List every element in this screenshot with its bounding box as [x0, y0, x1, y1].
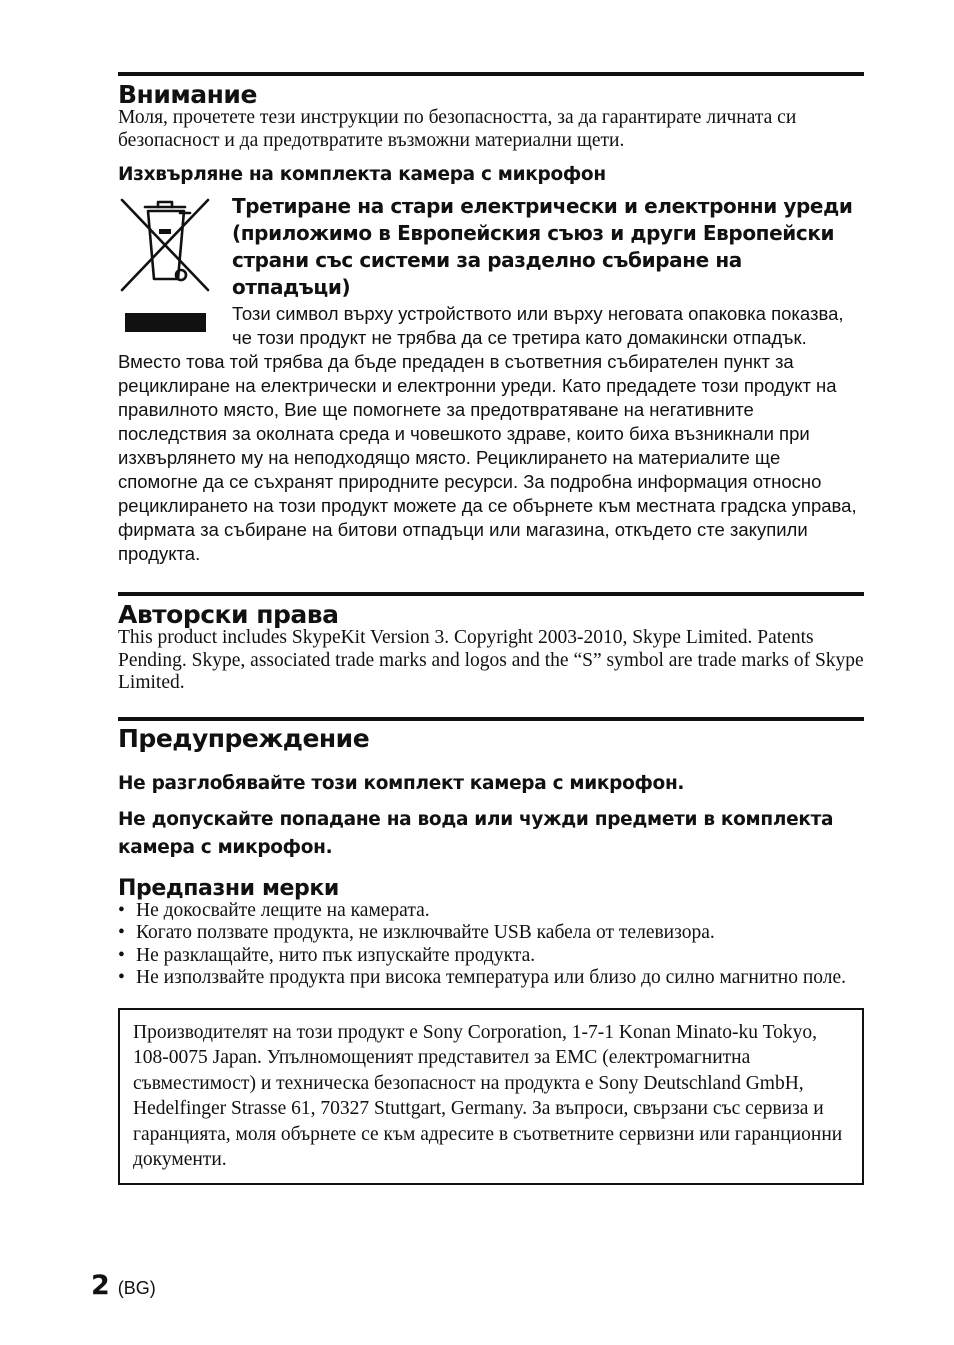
bullet: •: [118, 944, 125, 966]
list-item: [118, 900, 864, 923]
list-item: [118, 922, 864, 945]
caution-section: [118, 717, 864, 990]
copyright-text: This product includes SkypeKit Version 3. Copyright 2003-2010, Skype Limited. Patents Pending. Skype, associated trade marks and logos and the “S” symbol are trade marks of Skype Limited.: [118, 627, 864, 693]
page-content: [118, 72, 864, 1185]
list-item-text: Не разклащайте, нито пък изпускайте продукта.: [136, 944, 536, 966]
list-item-text: Не използвайте продукта при висока температура или близо до силно магнитно поле.: [136, 967, 847, 988]
list-item: [118, 945, 864, 968]
warning-section: [118, 72, 864, 566]
precautions-heading: Предпазни мерки: [118, 875, 339, 901]
bullet: •: [118, 899, 125, 921]
language-code: (BG): [117, 1278, 156, 1298]
manufacturer-info-box: [118, 1008, 864, 1185]
list-item-text: Не докосвайте лещите на камерата.: [136, 899, 430, 921]
weee-block: [118, 193, 864, 566]
caution-heading: Предупреждение: [118, 723, 370, 753]
precautions-list: [118, 900, 864, 990]
weee-text: Този символ върху устройството или върху неговата опаковка показва, че този продукт не трябва да се третира като домакински отпадък. Вместо това той трябва да бъде предаден в съответния събирателен пункт за рециклиране на електрически и електронни уреди. Като предадете този продукт на правилното място, Вие ще помогнете за предотвратяване на негативните последствия за околната среда и човешкото здраве, които биха възникнали при изхвърлянето му на неподходящо място. Рециклирането на материалите ще спомогне да се съхранят природните ресурси. За подробна информация относно рециклирането на този продукт можете да се обърнете към местната градска управа, фирмата за събиране на битови отпадъци или магазина, откъдето сте закупили продукта.: [118, 303, 857, 564]
bullet: •: [118, 922, 125, 943]
page-number: 2: [91, 1270, 110, 1301]
section-divider: [118, 592, 864, 596]
page-footer: [91, 1270, 156, 1301]
warning-intro: Моля, прочетете тези инструкции по безопасността, за да гарантирате личната си безопасност и да предотвратите възможни материални щети.: [118, 107, 797, 151]
crossed-out-wheeled-bin-icon: [118, 195, 212, 337]
list-item-text: Когато ползвате продукта, не изключвайте USB кабела от телевизора.: [136, 922, 715, 943]
caution-line-2: Не допускайте попадане на вода или чужди предмети в комплекта камера с микрофон.: [118, 808, 834, 858]
bullet: •: [118, 967, 125, 988]
list-item: [118, 967, 864, 990]
copyright-heading: Авторски права: [118, 600, 339, 629]
weee-heading: Третиране на стари електрически и електронни уреди (приложимо в Европейския съюз и други Европейски страни със системи за разделно събиране на отпадъци): [232, 194, 853, 299]
section-divider: [118, 72, 864, 76]
copyright-section: [118, 592, 864, 695]
section-divider: [118, 717, 864, 721]
disposal-title: Изхвърляне на комплекта камера с микрофон: [118, 164, 606, 185]
manufacturer-info-text: Производителят на този продукт е Sony Corporation, 1-7-1 Konan Minato-ku Tokyo, 108-0075 Japan. Упълномощеният представител за EMC (електромагнитна съвместимост) и техническа безопасност на продукта е Sony Deutschland GmbH, Hedelfinger Strasse 61, 70327 Stuttgart, Germany. За въпроси, свързани със сервиза и гаранцията, моля обърнете се към адресите в съответните сервизни или гаранционни документи.: [133, 1021, 843, 1170]
warning-heading: Внимание: [118, 80, 257, 109]
caution-line-1: Не разглобявайте този комплект камера с микрофон.: [118, 772, 685, 794]
